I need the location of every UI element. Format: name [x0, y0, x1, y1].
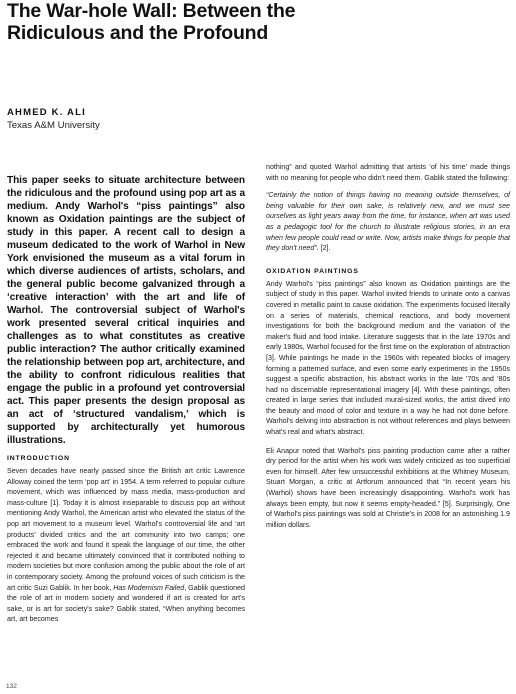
oxidation-section: [266, 279, 510, 531]
quote-citation: [2].: [318, 244, 331, 253]
paper-title: The War-hole Wall: Between the Ridiculous and the Profound: [7, 0, 296, 44]
introduction-text-part-1: Seven decades have nearly passed since the British art critic Lawrence Alloway coined the term ‘pop art’ in 1954. A term referred to popular culture movement, which was influenced by mass media, mass-production and mass-culture [1]. Today it is almost inseparable to discuss pop art without mentioning Andy Warhol, the American artist who elevated the status of the pop art movement to a museum level. Warhol's controversial life and ‘art products’ divided critics and the art community into two camps; one embraced the work and found it speak the language of our time, the other rejected it and became ultimately convinced that it contributed nothing to modern societies but more confusion among the public about the role of art in contemporary society. Among the profound voices of such criticism is the art critic Suzi Gablik. In her book,: [7, 467, 245, 592]
continuation-paragraph: nothing” and quoted Warhol admitting that artists ‘of his time’ made things with no meaning for people who didn't need them. Gablik stated the following:: [266, 163, 510, 182]
oxidation-paragraph-2: Eli Anapur noted that Warhol's piss painting production came after a rather dry period for the artist when his work was widely criticized as too superficial even for himself. After few unsuccessful exhibitions at the Whitney Museum, Stuart Morgan, a critic at Artforum announced that “In recent years his (Warhol) shows have been increasingly disappointing. Warhol's work has always been empty, but now it seems empty-headed.” [5]. Surprisingly, One of Warhol's piss paintings was sold at Christie's in 2008 for an astonishing 1.9 million dollars.: [266, 446, 510, 529]
right-column: [266, 162, 510, 530]
block-quote: [266, 190, 510, 254]
oxidation-paragraph-1: Andy Warhol's “piss paintings” also known as Oxidation paintings are the subject of study in this paper. Warhol invited friends to urinate onto a canvas covered in metallic paint to cause oxidation. The experiments focused literally on a series of materials, chemical reactions, and body movement investigations for both the background medium and the variation of the maker's fluid and food intake. Literature suggests that in the late 1970s and early 1980s, Warhol focused for the first time on the exploration of abstraction [3]. While paintings he made in the 1960s with repeated blocks of imagery forming a patterned surface, and even some early experiments in the 1950s suggest a specific abstraction, his abstract works in the late ’70s and ’80s had no discernable representational imagery [4]. With these paintings, often created in large series that included mural-sized works, the artist dived into the beauty and mood of color and texture in a way he had not done before. Warhol's delving into abstraction is not without references and plays between what's real and what's abstract.: [266, 279, 510, 437]
left-column: [7, 174, 245, 625]
author-affiliation: Texas A&M University: [7, 120, 100, 131]
introduction-paragraph: [7, 466, 245, 625]
author-name: AHMED K. ALI: [7, 107, 86, 118]
page-number: 132: [6, 683, 17, 690]
abstract: This paper seeks to situate architecture between the ridiculous and the profound using pop art as a medium. Andy Warhol's “piss paintings” also known as Oxidation paintings are the subject of study in this paper. A recent call to design a museum dedicated to the work of Warhol in New York envisioned the museum as a vital forum in which diverse audiences of artists, scholars, and the general public become galvanized through a ‘creative interaction’ with the art and life of Warhol. The controversial subject of Warhol's work presented several critical inquiries and challenges as to what constitutes as creative public interaction? The author critically examined the relationship between pop art, architecture, and the ability to confront ridiculous realities that engage the public in a profound yet controversial act. This paper presents the design proposal as an act of ‘structured vandalism,’ which is supported by architecturally yet humorous illustrations.: [7, 175, 245, 446]
introduction-text-part-2: , Gablik questioned the role of art in modern society and wondered if art is created for art's sake, or is art for society's sake? Gablik stated, “When anything becomes art, art becomes: [7, 583, 245, 624]
oxidation-heading: OXIDATION PAINTINGS: [266, 267, 359, 275]
book-title: Has Modernism Failed: [113, 583, 185, 592]
introduction-heading: INTRODUCTION: [7, 455, 70, 462]
quote-text: “Certainly the notion of things having no meaning outside themselves, of being valuable for their own sake, is relatively new, and we must see ourselves as light years away from the time, for instance, when art was used as a pedagogic tool for the church to illustrate religious stories, in an era when few people could read or write. Now, artists make things for people that they don't need”.: [266, 191, 510, 253]
